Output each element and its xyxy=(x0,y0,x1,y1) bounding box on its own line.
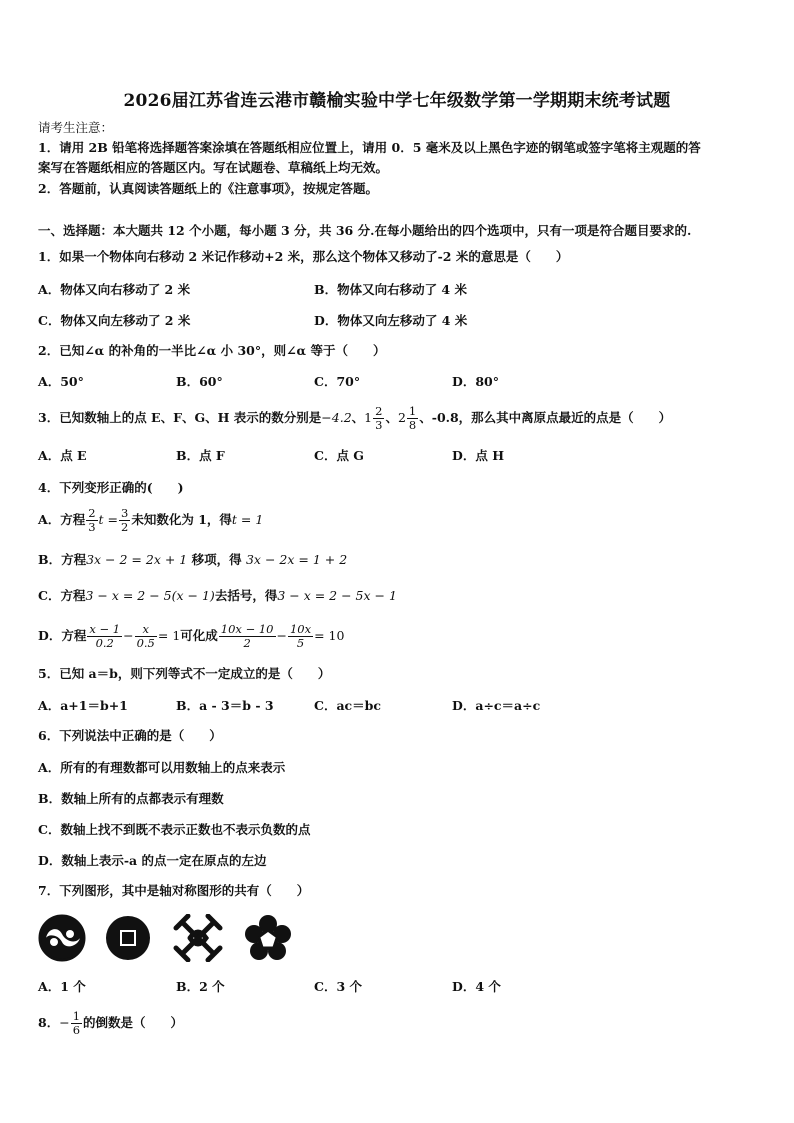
page-title: 2026届江苏省连云港市赣榆实验中学七年级数学第一学期期末统考试题 xyxy=(123,91,671,111)
q7-option-a: A．1 个 xyxy=(38,979,86,994)
q4-option-c xyxy=(38,587,397,605)
q2-option-d: D．80° xyxy=(452,374,499,389)
q4-c-result: 3 − x = 2 − 5x − 1 xyxy=(277,588,397,603)
q6-option-b: B．数轴上所有的点都表示有理数 xyxy=(38,791,224,806)
q2-option-c: C．70° xyxy=(314,374,361,389)
q4-b-text: 移项，得 xyxy=(191,552,242,567)
q3-stem xyxy=(38,402,671,434)
q3-number-3-numerator: 1 xyxy=(408,404,417,418)
q8-denominator: 6 xyxy=(72,1023,81,1037)
q7-stem: 7．下列图形，其中是轴对称图形的共有（ ） xyxy=(38,883,310,898)
q1-option-b: B．物体又向右移动了 4 米 xyxy=(314,282,467,297)
q3-sep-2: 、 xyxy=(385,410,398,425)
q4-d-fraction-2 xyxy=(135,623,157,650)
q7-option-c: C．3 个 xyxy=(314,979,362,994)
q4-d-fraction-3 xyxy=(219,623,276,650)
q8-minus: − xyxy=(59,1015,70,1030)
q3-number-2-whole: 1 xyxy=(364,410,373,425)
q4-b-label: B．方程 xyxy=(38,552,87,567)
q4-a-fraction-2-denominator: 2 xyxy=(121,520,129,534)
q6-option-a: A．所有的有理数都可以用数轴上的点来表示 xyxy=(38,760,286,775)
q8-number: 8． xyxy=(38,1015,60,1030)
yin-yang-circle-icon xyxy=(36,914,88,962)
q4-d-fraction-3-numerator: 10x − 10 xyxy=(220,622,274,636)
q4-d-fraction-1 xyxy=(87,623,122,650)
q3-sep-1: 、 xyxy=(351,410,365,425)
q5-option-d: D．a÷c＝a÷c xyxy=(452,698,541,713)
q5-stem: 5．已知 a＝b，则下列等式不一定成立的是（ ） xyxy=(38,666,331,681)
notice-item-1a: 1．请用 2B 铅笔将选择题答案涂填在答题纸相应位置上，请用 0．5 毫米及以上黑色字迹的钢笔或签字笔将主观题的答 xyxy=(38,140,701,155)
q3-number-3-denominator: 8 xyxy=(408,418,417,432)
coin-square-hole-icon xyxy=(104,914,152,962)
notice-item-1b: 案写在答题纸相应的答题区内。写在试题卷、草稿纸上均无效。 xyxy=(38,160,389,175)
q8-stem xyxy=(38,1006,183,1040)
q4-c-equation: 3 − x = 2 − 5(x − 1) xyxy=(85,588,215,603)
q7-option-d: D．4 个 xyxy=(452,979,501,994)
q3-stem-end: 、-0.8，那么其中离原点最近的点是（ ） xyxy=(419,410,672,425)
q4-d-fraction-3-denominator: 2 xyxy=(243,636,251,650)
q1-option-c: C．物体又向左移动了 2 米 xyxy=(38,313,191,328)
q4-d-minus: − xyxy=(123,628,134,643)
q2-stem: 2．已知∠α 的补角的一半比∠α 小 30°，则∠α 等于（ ） xyxy=(38,343,386,358)
section-heading: 一、选择题：本大题共 12 个小题，每小题 3 分，共 36 分.在每小题给出的四个选项中，只有一项是符合题目要求的. xyxy=(38,223,692,238)
q1-option-d: D．物体又向左移动了 4 米 xyxy=(314,313,468,328)
q7-figures xyxy=(36,912,306,964)
q4-d-fraction-4-numerator: 10x xyxy=(289,622,312,636)
q4-d-fraction-1-numerator: x − 1 xyxy=(89,622,121,636)
q5-option-b: B．a - 3＝b - 3 xyxy=(176,698,274,713)
q4-d-equals-1: = 1 xyxy=(157,628,181,643)
q4-d-label: D．方程 xyxy=(38,628,87,643)
q8-text: 的倒数是（ ） xyxy=(83,1015,184,1030)
q3-option-d: D．点 H xyxy=(452,448,505,463)
q4-b-equation: 3x − 2 = 2x + 1 xyxy=(86,552,188,567)
q4-a-text: 未知数化为 1，得 xyxy=(131,512,232,527)
q4-d-minus-2: − xyxy=(276,628,287,643)
q4-a-result: t = 1 xyxy=(231,512,264,527)
q3-number-1: −4.2 xyxy=(321,410,352,425)
q4-d-fraction-1-denominator: 0.2 xyxy=(95,636,114,650)
pentagon-flower-icon xyxy=(242,914,294,962)
q3-option-b: B．点 F xyxy=(176,448,225,463)
q4-a-fraction-1 xyxy=(86,507,97,534)
q8-fraction xyxy=(71,1010,82,1037)
q3-number-3-whole: 2 xyxy=(397,410,406,425)
q3-option-a: A．点 E xyxy=(38,448,87,463)
q1-option-a: A．物体又向右移动了 2 米 xyxy=(38,282,191,297)
q4-stem: 4．下列变形正确的( ) xyxy=(38,480,184,495)
q3-number-3-fraction xyxy=(407,405,418,432)
q3-number-2-fraction xyxy=(373,405,384,432)
q4-d-fraction-4-denominator: 5 xyxy=(296,636,305,650)
q4-d-fraction-2-numerator: x xyxy=(135,623,157,637)
notice-heading: 请考生注意： xyxy=(38,120,114,135)
q3-number-2-denominator: 3 xyxy=(375,418,383,432)
q4-option-b xyxy=(38,551,347,569)
q1-stem: 1．如果一个物体向右移动 2 米记作移动+2 米，那么这个物体又移动了-2 米的意思是（ ） xyxy=(38,249,569,264)
q4-d-fraction-4 xyxy=(288,623,313,650)
q8-numerator: 1 xyxy=(72,1009,81,1023)
q4-a-fraction-1-denominator: 3 xyxy=(88,520,96,534)
q2-option-b: B．60° xyxy=(176,374,223,389)
q6-option-c: C．数轴上找不到既不表示正数也不表示负数的点 xyxy=(38,822,311,837)
q6-option-d: D．数轴上表示-a 的点一定在原点的左边 xyxy=(38,853,267,868)
q4-a-fraction-2 xyxy=(119,507,130,534)
q4-c-label: C．方程 xyxy=(38,588,86,603)
q4-a-fraction-2-numerator: 3 xyxy=(121,506,129,520)
q5-option-c: C．ac＝bc xyxy=(314,698,382,713)
q4-a-term: t = xyxy=(98,512,119,527)
four-petal-knot-icon xyxy=(172,914,224,962)
q2-option-a: A．50° xyxy=(38,374,84,389)
q6-stem: 6．下列说法中正确的是（ ） xyxy=(38,728,222,743)
q3-stem-start: 3．已知数轴上的点 E、F、G、H 表示的数分别是 xyxy=(38,410,322,425)
q4-option-d xyxy=(38,618,344,654)
q5-option-a: A．a+1＝b+1 xyxy=(38,698,128,713)
q3-option-c: C．点 G xyxy=(314,448,364,463)
q4-d-equals-2: = 10 xyxy=(314,628,345,643)
q7-option-b: B．2 个 xyxy=(176,979,225,994)
q4-d-fraction-2-denominator: 0.5 xyxy=(136,636,155,650)
q4-c-text: 去括号，得 xyxy=(214,588,278,603)
notice-item-2: 2．答题前，认真阅读答题纸上的《注意事项》，按规定答题。 xyxy=(38,181,378,196)
q4-a-fraction-1-numerator: 2 xyxy=(88,506,96,520)
q4-b-result: 3x − 2x = 1 + 2 xyxy=(245,552,348,567)
q4-a-label: A．方程 xyxy=(38,512,86,527)
q3-number-2-numerator: 2 xyxy=(375,404,383,418)
q4-option-a xyxy=(38,504,263,536)
q4-d-text: 可化成 xyxy=(180,628,218,643)
